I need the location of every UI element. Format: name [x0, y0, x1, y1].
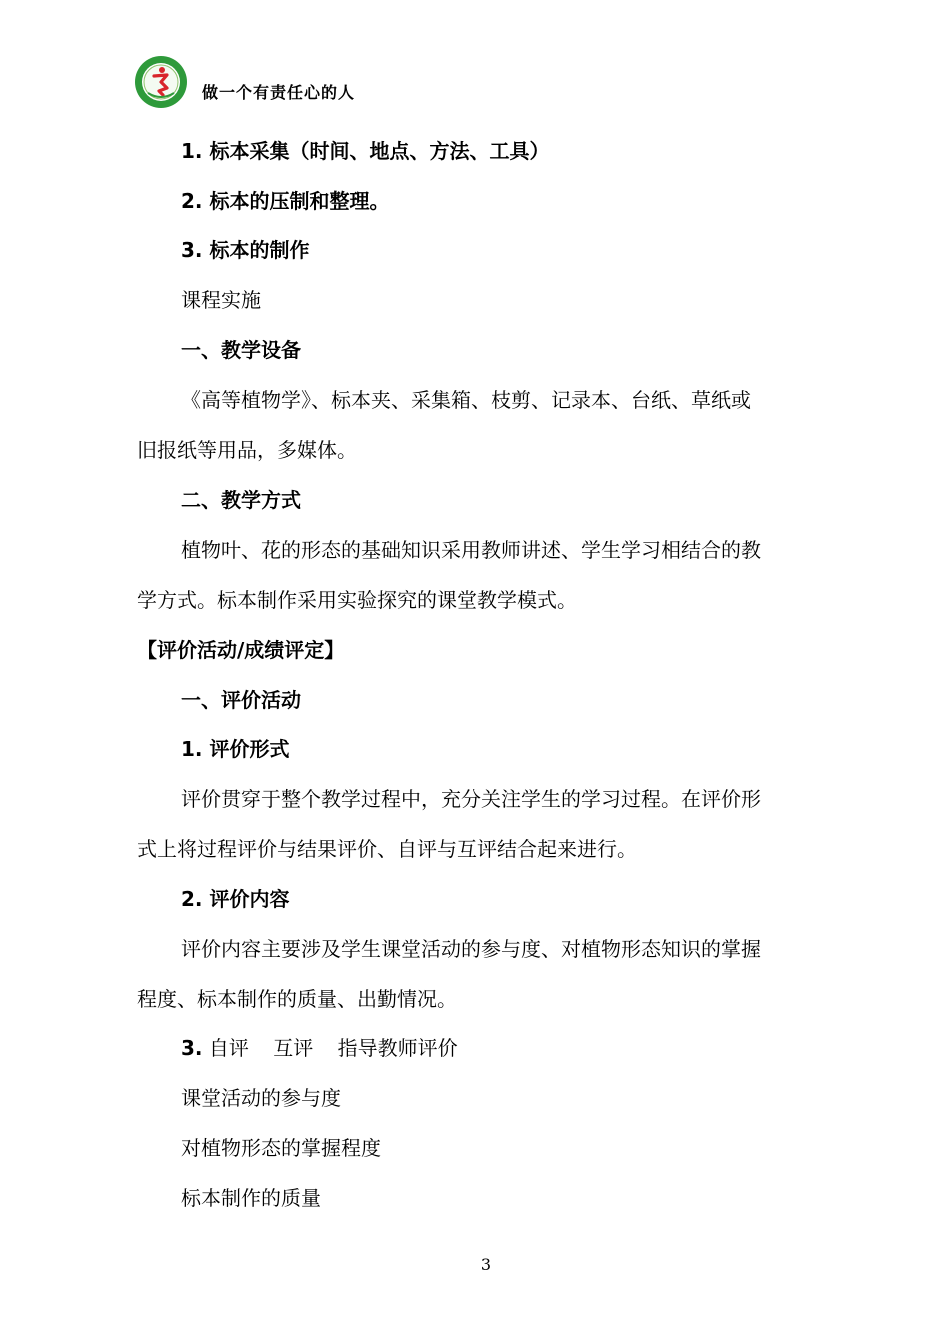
section-heading: 一、评价活动 [181, 688, 301, 712]
list-item: 1. 标本采集（时间、地点、方法、工具） [181, 139, 550, 163]
paragraph: 学方式。标本制作采用实验探究的课堂教学模式。 [137, 588, 577, 612]
section-heading: 二、教学方式 [181, 488, 301, 512]
paragraph: 标本制作的质量 [181, 1186, 321, 1210]
paragraph: 评价贯穿于整个教学过程中，充分关注学生的学习过程。在评价形 [181, 787, 761, 811]
paragraph: 课程实施 [181, 288, 261, 312]
paragraph: 评价内容主要涉及学生课堂活动的参与度、对植物形态知识的掌握 [181, 937, 761, 961]
subsection-heading: 2. 评价内容 [181, 887, 290, 911]
page-header [134, 52, 355, 112]
section-heading: 【评价活动/成绩评定】 [137, 638, 345, 662]
school-motto: 做一个有责任心的人 [202, 82, 356, 102]
self-evaluation: 自评 [208, 1036, 249, 1060]
school-logo-icon [134, 55, 188, 109]
paragraph: 旧报纸等用品，多媒体。 [137, 438, 357, 462]
paragraph: 《高等植物学》、标本夹、采集箱、枝剪、记录本、台纸、草纸或 [181, 388, 751, 412]
page-number: 3 [480, 1255, 492, 1274]
evaluation-types [181, 1034, 458, 1062]
list-item: 2. 标本的压制和整理。 [181, 189, 390, 213]
paragraph: 对植物形态的掌握程度 [181, 1136, 381, 1160]
list-number: 3. [181, 1036, 203, 1060]
paragraph: 式上将过程评价与结果评价、自评与互评结合起来进行。 [137, 837, 637, 861]
mutual-evaluation: 互评 [273, 1036, 314, 1060]
paragraph: 课堂活动的参与度 [181, 1086, 341, 1110]
paragraph: 程度、标本制作的质量、出勤情况。 [137, 987, 457, 1011]
subsection-heading: 1. 评价形式 [181, 737, 290, 761]
section-heading: 一、教学设备 [181, 338, 301, 362]
teacher-evaluation: 指导教师评价 [337, 1036, 458, 1060]
paragraph: 植物叶、花的形态的基础知识采用教师讲述、学生学习相结合的教 [181, 538, 761, 562]
list-item: 3. 标本的制作 [181, 238, 310, 262]
